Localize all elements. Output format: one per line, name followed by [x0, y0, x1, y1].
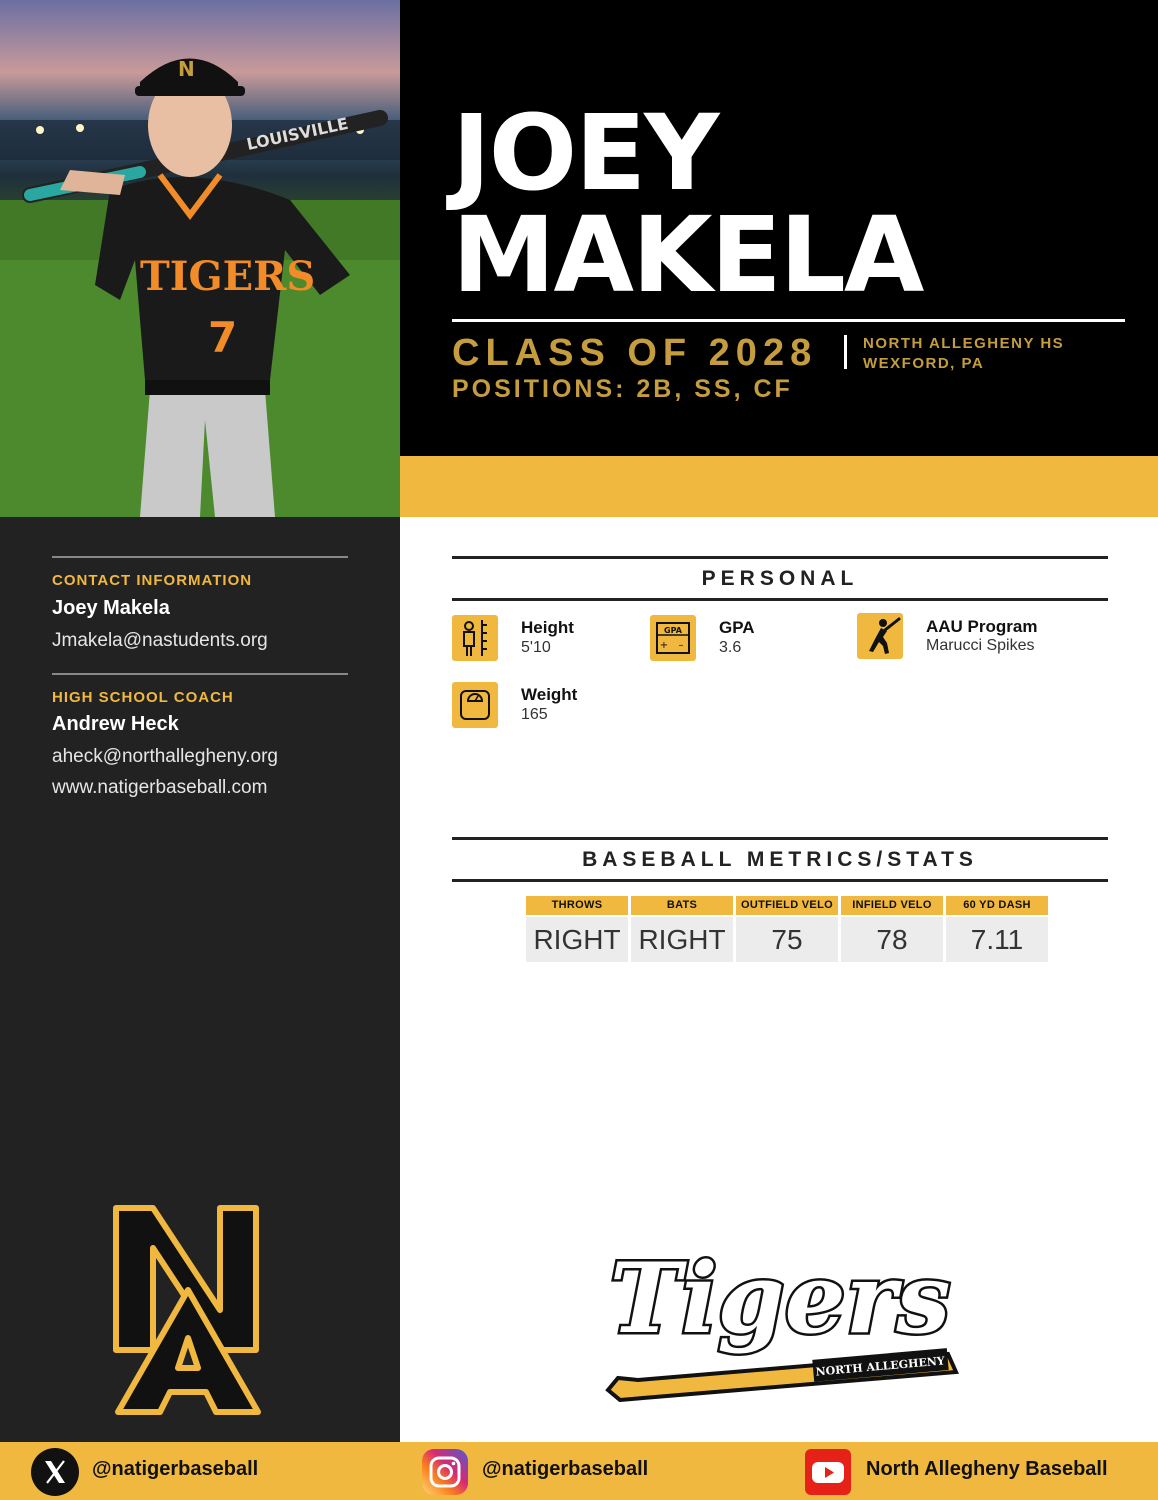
school-info	[863, 334, 1064, 374]
class-of: CLASS OF 2028	[452, 332, 818, 374]
metric-header: THROWS	[526, 896, 628, 915]
sidebar-divider	[52, 556, 348, 558]
metric-column	[841, 896, 943, 962]
first-name: JOEY	[452, 92, 718, 214]
school-name: NORTH ALLEGHENY HS	[863, 335, 1065, 352]
coach-name: Andrew Heck	[52, 713, 179, 735]
tigers-script: Tigers	[609, 1242, 951, 1355]
metric-value: RIGHT	[631, 917, 733, 962]
height-icon	[452, 615, 498, 661]
player-photo	[0, 0, 400, 517]
metric-value: 78	[841, 917, 943, 962]
metric-header: 60 YD DASH	[946, 896, 1048, 915]
metrics-rule-top	[452, 837, 1108, 840]
metrics-rule-bottom	[452, 879, 1108, 882]
player-photo-illustration	[0, 0, 400, 517]
header	[400, 0, 1158, 456]
metric-column	[526, 896, 628, 962]
contact-name: Joey Makela	[52, 597, 170, 619]
scale-icon	[452, 682, 498, 728]
svg-text:+: +	[659, 640, 669, 651]
aau-value: Marucci Spikes	[926, 637, 1035, 654]
sidebar-divider	[52, 673, 348, 675]
metric-column	[631, 896, 733, 962]
metric-value: RIGHT	[526, 917, 628, 962]
metric-value: 75	[736, 917, 838, 962]
instagram-handle[interactable]: @natigerbaseball	[482, 1458, 649, 1480]
instagram-icon[interactable]	[421, 1448, 469, 1496]
gpa-value: 3.6	[719, 639, 742, 656]
height-label: Height	[521, 618, 574, 637]
contact-email[interactable]: Jmakela@nastudents.org	[52, 630, 268, 651]
gpa-icon	[650, 615, 696, 661]
school-location: WEXFORD, PA	[863, 355, 985, 372]
na-logo	[108, 1200, 268, 1420]
metric-value: 7.11	[946, 917, 1048, 962]
weight-label: Weight	[521, 685, 578, 704]
svg-text:–: –	[678, 640, 684, 651]
bat-text: LOUISVILLE	[244, 113, 350, 154]
coach-heading: HIGH SCHOOL COACH	[52, 689, 234, 706]
jersey-text: TIGERS	[140, 253, 316, 300]
weight-value: 165	[521, 706, 548, 723]
metric-column	[736, 896, 838, 962]
metrics-table	[526, 896, 1048, 962]
x-handle[interactable]: @natigerbaseball	[92, 1458, 259, 1480]
metric-column	[946, 896, 1048, 962]
header-vertical-divider	[844, 335, 847, 369]
jersey-number: 7	[208, 313, 238, 362]
personal-rule-top	[452, 556, 1108, 559]
height-value: 5'10	[521, 639, 551, 656]
metrics-title: BASEBALL METRICS/STATS	[582, 848, 978, 871]
sidebar	[0, 517, 400, 1442]
metric-header: INFIELD VELO	[841, 896, 943, 915]
svg-text:GPA: GPA	[664, 626, 682, 635]
x-icon[interactable]	[31, 1448, 79, 1496]
aau-label: AAU Program	[926, 617, 1038, 636]
contact-heading: CONTACT INFORMATION	[52, 572, 253, 589]
personal-title: PERSONAL	[701, 567, 859, 590]
youtube-channel[interactable]: North Allegheny Baseball	[866, 1458, 1108, 1480]
gpa-label: GPA	[719, 618, 755, 637]
positions: POSITIONS: 2B, SS, CF	[452, 375, 793, 403]
coach-website[interactable]: www.natigerbaseball.com	[52, 777, 268, 798]
player-name	[452, 92, 923, 316]
metric-header: OUTFIELD VELO	[736, 896, 838, 915]
tigers-banner-text: NORTH ALLEGHENY	[815, 1354, 946, 1379]
header-divider	[452, 319, 1125, 322]
header-accent-band	[400, 456, 1158, 517]
coach-email[interactable]: aheck@northallegheny.org	[52, 746, 278, 767]
youtube-icon[interactable]	[804, 1448, 852, 1496]
metric-header: BATS	[631, 896, 733, 915]
tigers-logo	[598, 1222, 968, 1402]
svg-text:N: N	[178, 57, 195, 81]
last-name: MAKELA	[452, 194, 923, 316]
batter-icon	[857, 613, 903, 659]
personal-rule-bottom	[452, 598, 1108, 601]
